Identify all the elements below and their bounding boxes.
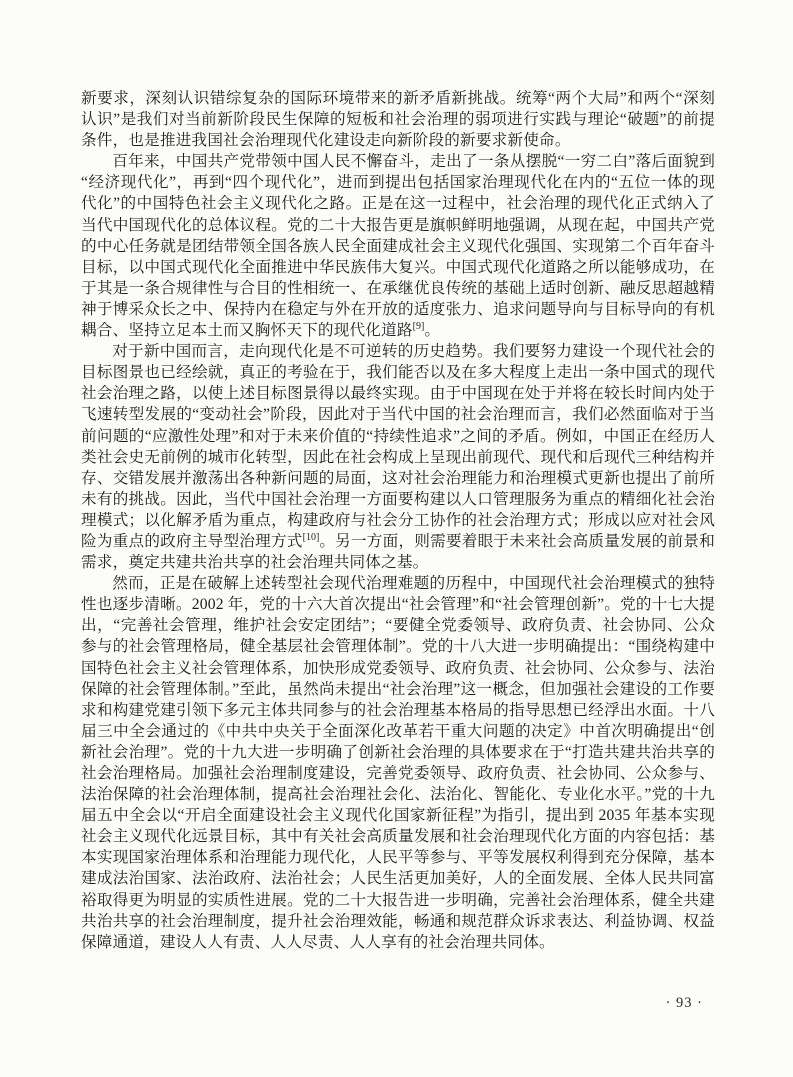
footnote-ref-10: [10] bbox=[302, 531, 320, 543]
page-number: · 93 · bbox=[665, 995, 703, 1011]
paragraph-text: 新要求，深刻认识错综复杂的国际环境带来的新矛盾新挑战。统筹“两个大局”和两个“深刻认识”是我们对当前新阶段民生保障的短板和社会治理的弱项进行实践与理论“破题”的前提条件，也是推进我国社会治理现代化建设走向新阶段的新要求新使命。 bbox=[81, 90, 715, 150]
body-text bbox=[81, 88, 715, 953]
paragraph-continuation bbox=[81, 88, 715, 151]
paragraph-text: 然而，正是在破解上述转型社会现代治理难题的历程中，中国现代社会治理模式的独特性也逐步清晰。2002 年，党的十六大首次提出“社会管理”和“社会管理创新”。党的十七大提出，“完善社会管理，维护社会安定团结”；“要健全党委领导、政府负责、社会协同、公众参与的社会管理格局，健全基层社会管理体制”。党的十八大进一步明确提出：“围绕构建中国特色社会主义社会管理体系，加快形成党委领导、政府负责、社会协同、公众参与、法治保障的社会管理体制。”至此，虽然尚未提出“社会治理”这一概念，但加强社会建设的工作要求和构建党建引领下多元主体共同参与的社会治理基本格局的指导思想已经浮出水面。十八届三中全会通过的《中共中央关于全面深化改革若干重大问题的决定》中首次明确提出“创新社会治理”。党的十九大进一步明确了创新社会治理的具体要求在于“打造共建共治共享的社会治理格局。加强社会治理制度建设，完善党委领导、政府负责、社会协同、公众参与、法治保障的社会治理体制，提高社会治理社会化、法治化、智能化、专业化水平。”党的十九届五中全会以“开启全面建设社会主义现代化国家新征程”为指引，提出到 2035 年基本实现社会主义现代化远景目标，其中有关社会高质量发展和社会治理现代化方面的内容包括：基本实现国家治理体系和治理能力现代化，人民平等参与、平等发展权利得到充分保障，基本建成法治国家、法治政府、法治社会；人民生活更加美好，人的全面发展、全体人民共同富裕取得更为明显的实质性进展。党的二十大报告进一步明确，完善社会治理体系，健全共建共治共享的社会治理制度，提升社会治理效能，畅通和规范群众诉求表达、利益协调、权益保障通道，建设人人有责、人人尽责、人人享有的社会治理共同体。 bbox=[81, 575, 715, 951]
paragraph bbox=[81, 151, 715, 341]
paragraph-text: 。另一方面，则需要着眼于未来社会高质量发展的前景和需求，奠定共建共治共享的社会治理共同体之基。 bbox=[81, 532, 715, 572]
paragraph bbox=[81, 341, 715, 573]
footnote-ref-9: [9] bbox=[412, 320, 425, 332]
paragraph-text: 。 bbox=[424, 322, 441, 340]
paragraph bbox=[81, 573, 715, 953]
paragraph-text: 百年来，中国共产党带领中国人民不懈奋斗，走出了一条从摆脱“一穷二白”落后面貌到“经济现代化”，再到“四个现代化”，进而到提出包括国家治理现代化在内的“五位一体的现代化”的中国特色社会主义现代化之路。正是在这一过程中，社会治理的现代化正式纳入了当代中国现代化的总体议程。党的二十大报告更是旗帜鲜明地强调，从现在起，中国共产党的中心任务就是团结带领全国各族人民全面建成社会主义现代化强国、实现第二个百年奋斗目标，以中国式现代化全面推进中华民族伟大复兴。中国式现代化道路之所以能够成功，在于其是一条合规律性与合目的性相统一、在承继优良传统的基础上适时创新、融反思超越精神于博采众长之中、保持内在稳定与外在开放的适度张力、追求问题导向与目标导向的有机耦合、坚持立足本土而又胸怀天下的现代化道路 bbox=[81, 153, 715, 340]
paragraph-text: 对于新中国而言，走向现代化是不可逆转的历史趋势。我们要努力建设一个现代社会的目标图景也已经绘就，真正的考验在于，我们能否以及在多大程度上走出一条中国式的现代社会治理之路，以使上述目标图景得以最终实现。由于中国现在处于并将在较长时间内处于飞速转型发展的“变动社会”阶段，因此对于当代中国的社会治理而言，我们必然面临对于当前问题的“应激性处理”和对于未来价值的“持续性追求”之间的矛盾。例如，中国正在经历人类社会史无前例的城市化转型，因此在社会构成上呈现出前现代、现代和后现代三种结构并存、交错发展并激荡出各种新问题的局面，这对社会治理能力和治理模式更新也提出了前所未有的挑战。因此，当代中国社会治理一方面要构建以人口管理服务为重点的精细化社会治理模式；以化解矛盾为重点，构建政府与社会分工协作的社会治理方式；形成以应对社会风险为重点的政府主导型治理方式 bbox=[81, 343, 715, 550]
